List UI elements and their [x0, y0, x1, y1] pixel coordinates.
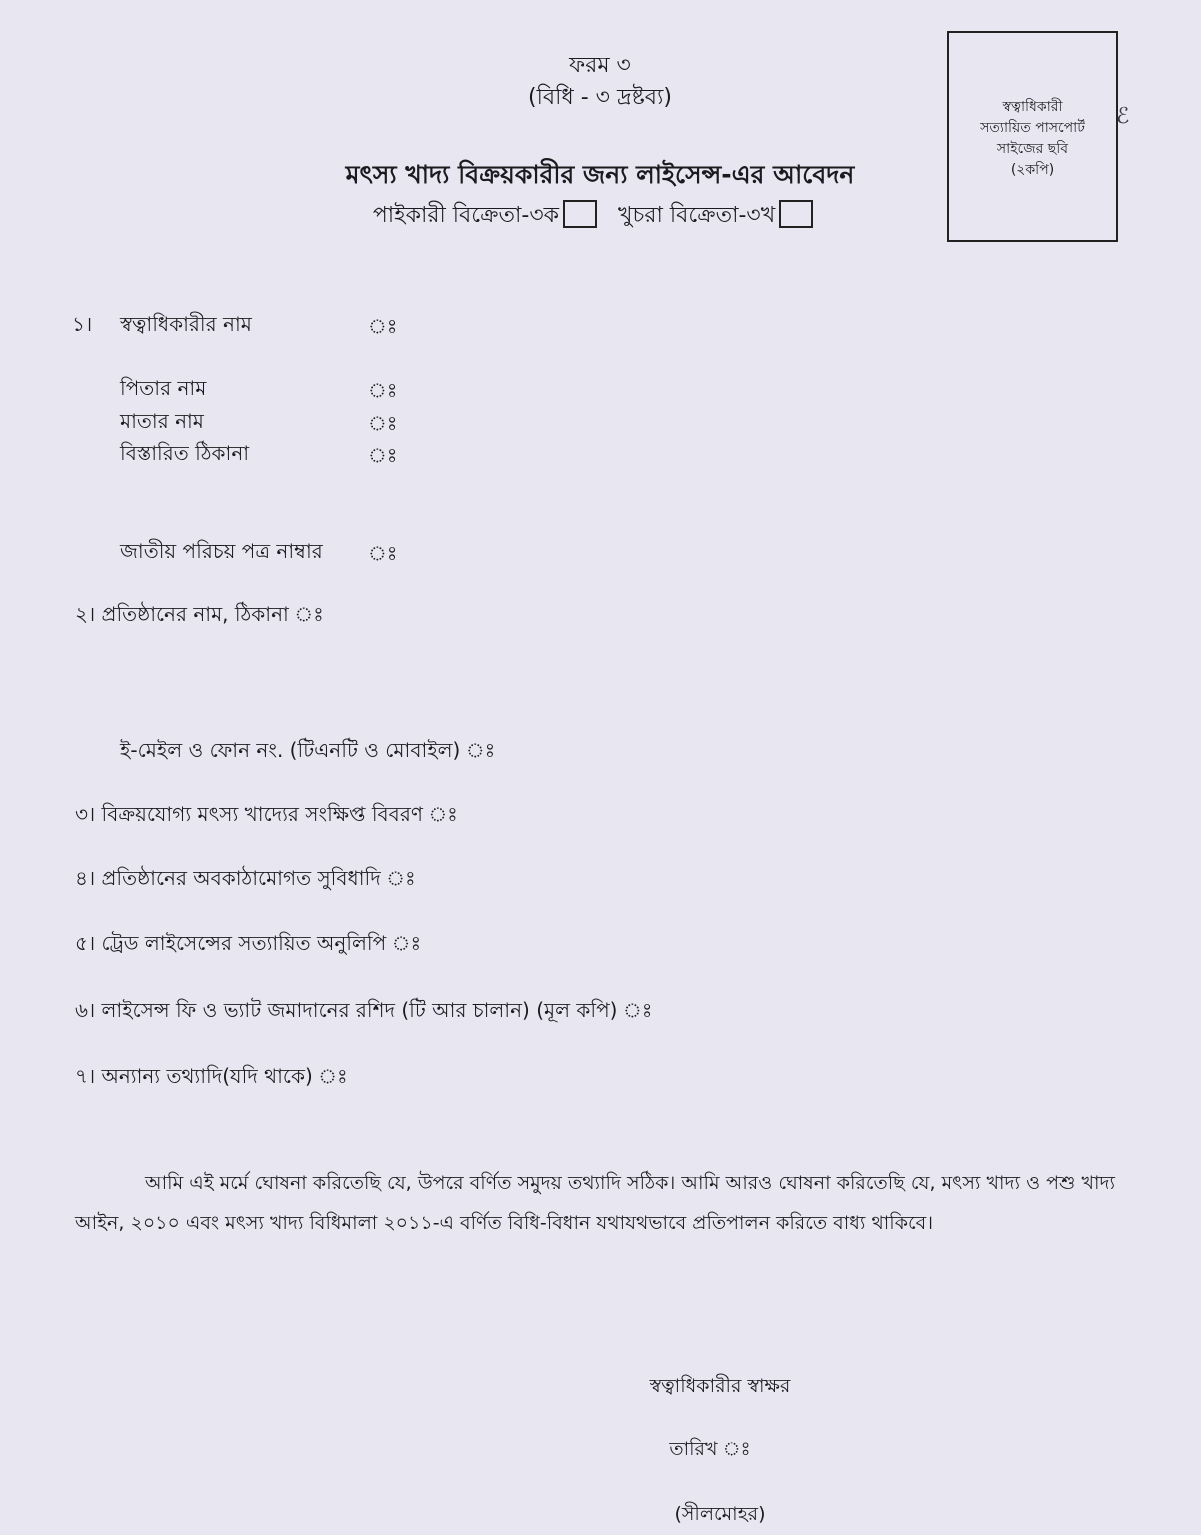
form-number: ফরম ৩	[569, 53, 631, 78]
nid-colon: ঃ	[368, 541, 398, 565]
business-name-address-label: ২। প্রতিষ্ঠানের নাম, ঠিকানা ঃ	[75, 602, 324, 626]
date-label: তারিখ ঃ	[669, 1438, 751, 1460]
father-name-colon: ঃ	[368, 378, 398, 402]
retail-checkbox[interactable]	[779, 200, 813, 228]
father-name-label: পিতার নাম	[120, 376, 207, 400]
rule-reference: (বিধি - ৩ দ্রষ্টব্য)	[528, 85, 672, 110]
feed-description-label: ৩। বিক্রয়যোগ্য মৎস্য খাদ্যের সংক্ষিপ্ত বিবরণ ঃ	[75, 802, 458, 826]
wholesale-checkbox[interactable]	[563, 200, 597, 228]
address-colon: ঃ	[368, 443, 398, 467]
email-phone-label: ই-মেইল ও ফোন নং. (টিএনটি ও মোবাইল) ঃ	[120, 738, 496, 762]
field-1-number: ১।	[72, 312, 93, 336]
owner-name-colon: ঃ	[368, 314, 398, 338]
mother-name-label: মাতার নাম	[120, 409, 204, 433]
other-info-label: ৭। অন্যান্য তথ্যাদি(যদি থাকে) ঃ	[75, 1064, 348, 1088]
photo-line-2: সত্যায়িত পাসপোর্ট	[980, 120, 1085, 136]
pen-mark-icon: ℰ	[1116, 104, 1130, 129]
owner-signature-label: স্বত্বাধিকারীর স্বাক্ষর	[649, 1375, 791, 1397]
photo-box	[947, 31, 1118, 242]
owner-name-label: স্বত্বাধিকারীর নাম	[120, 312, 252, 336]
photo-line-1: স্বত্বাধিকারী	[1002, 99, 1063, 115]
address-label: বিস্তারিত ঠিকানা	[120, 441, 250, 465]
license-fee-receipt-label: ৬। লাইসেন্স ফি ও ভ্যাট জমাদানের রশিদ (টি আর চালান) (মূল কপি) ঃ	[75, 998, 653, 1022]
nid-label: জাতীয় পরিচয় পত্র নাম্বার	[120, 539, 323, 563]
photo-box-text	[949, 97, 1116, 181]
form-title: মৎস্য খাদ্য বিক্রয়কারীর জন্য লাইসেন্স-এর আবেদন	[345, 160, 855, 189]
seller-type-selector	[240, 198, 960, 235]
wholesale-label: পাইকারী বিক্রেতা-৩ক	[372, 203, 560, 228]
retail-label: খুচরা বিক্রেতা-৩খ	[618, 203, 776, 228]
photo-line-4: (২কপি)	[1010, 162, 1055, 178]
seal-label: (সীলমোহর)	[674, 1503, 766, 1525]
declaration-paragraph: আমি এই মর্মে ঘোষনা করিতেছি যে, উপরে বর্ণিত সমুদয় তথ্যাদি সঠিক। আমি আরও ঘোষনা করিতেছি যে, মৎস্য খাদ্য ও পশু খাদ্য আইন, ২০১০ এবং মৎস্য খাদ্য বিধিমালা ২০১১-এ বর্ণিত বিধি-বিধান যথাযথভাবে প্রতিপালন করিতে বাধ্য থাকিবে।	[75, 1172, 1115, 1234]
infrastructure-label: ৪। প্রতিষ্ঠানের অবকাঠামোগত সুবিধাদি ঃ	[75, 866, 416, 890]
trade-license-label: ৫। ট্রেড লাইসেন্সের সত্যায়িত অনুলিপি ঃ	[75, 931, 422, 955]
photo-line-3: সাইজের ছবি	[996, 141, 1069, 157]
mother-name-colon: ঃ	[368, 411, 398, 435]
